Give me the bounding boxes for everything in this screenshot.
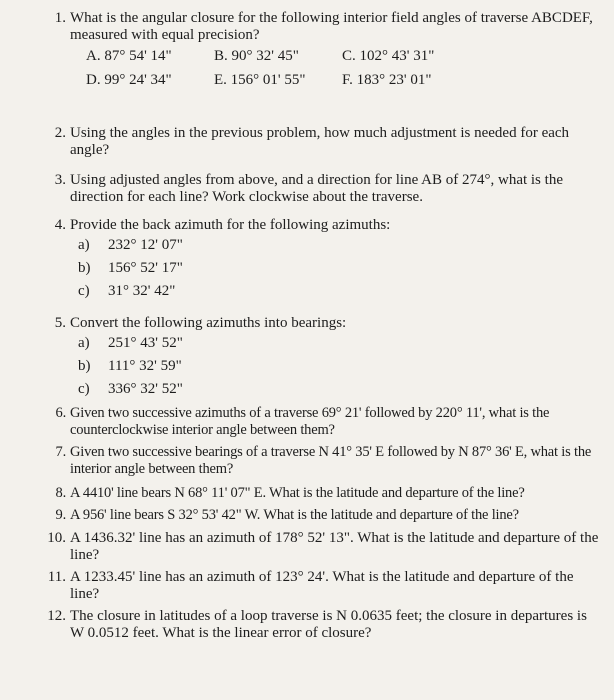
choice-d: D. 99° 24' 34": [86, 72, 172, 88]
question-text: Using adjusted angles from above, and a direction for line AB of 274°, what is the direction for each line? Work clockwise about the traverse.: [70, 172, 563, 205]
answer-choices: [86, 48, 600, 96]
question-text: A 1436.32' line has an azimuth of 178° 52' 13". What is the latitude and departure of the line?: [70, 530, 599, 563]
question-number: 4.: [54, 217, 66, 233]
question-text: What is the angular closure for the following interior field angles of traverse ABCDEF, measured with equal precision?: [70, 10, 593, 43]
choice-f: F. 183° 23' 01": [342, 72, 432, 88]
question-7: [34, 444, 600, 478]
question-5: [34, 315, 600, 404]
question-10: [34, 530, 600, 564]
list-item: c) 336° 32' 52": [78, 381, 183, 397]
question-number: 5.: [54, 315, 66, 331]
choice-a: A. 87° 54' 14": [86, 48, 172, 64]
question-number: 1.: [54, 10, 66, 26]
question-12: [34, 608, 600, 642]
question-text: Using the angles in the previous problem, how much adjustment is needed for each angle?: [70, 125, 570, 158]
question-number: 8.: [55, 485, 66, 501]
question-number: 12.: [47, 608, 66, 624]
question-text: Given two successive azimuths of a traverse 69° 21' followed by 220° 11', what is the counterclockwise interior angle between them?: [70, 405, 550, 438]
question-text: The closure in latitudes of a loop traverse is N 0.0635 feet; the closure in departures is W 0.0512 feet. What is the linear error of closure?: [70, 608, 587, 641]
question-text: Provide the back azimuth for the following azimuths:: [70, 217, 391, 233]
question-6: [34, 405, 600, 439]
question-text: A 4410' line bears N 68° 11' 07" E. What is the latitude and departure of the line?: [70, 485, 525, 501]
choice-c: C. 102° 43' 31": [342, 48, 435, 64]
question-4: [34, 217, 600, 306]
question-number: 10.: [47, 530, 66, 546]
question-number: 2.: [54, 125, 66, 141]
choice-e: E. 156° 01' 55": [214, 72, 306, 88]
question-9: [34, 507, 600, 524]
question-text: Given two successive bearings of a traverse N 41° 35' E followed by N 87° 36' E, what is the interior angle between them?: [70, 444, 592, 477]
question-3: [34, 172, 600, 206]
question-number: 6.: [55, 405, 66, 421]
list-item: a) 232° 12' 07": [78, 237, 183, 253]
list-item: c) 31° 32' 42": [78, 283, 176, 299]
question-11: [34, 569, 600, 603]
question-number: 9.: [55, 507, 66, 523]
list-item: b) 111° 32' 59": [78, 358, 182, 374]
question-2: [34, 125, 600, 159]
question-number: 3.: [54, 172, 66, 188]
azimuth-list: [78, 335, 600, 404]
question-text: Convert the following azimuths into bearings:: [70, 315, 347, 331]
question-number: 7.: [55, 444, 66, 460]
question-1: [34, 10, 600, 96]
question-8: [34, 485, 600, 502]
list-item: b) 156° 52' 17": [78, 260, 183, 276]
azimuth-list: [78, 237, 600, 306]
question-text: A 1233.45' line has an azimuth of 123° 24'. What is the latitude and departure of the line?: [70, 569, 574, 602]
question-text: A 956' line bears S 32° 53' 42" W. What is the latitude and departure of the line?: [70, 507, 519, 523]
list-item: a) 251° 43' 52": [78, 335, 183, 351]
question-number: 11.: [47, 569, 66, 585]
choice-b: B. 90° 32' 45": [214, 48, 299, 64]
